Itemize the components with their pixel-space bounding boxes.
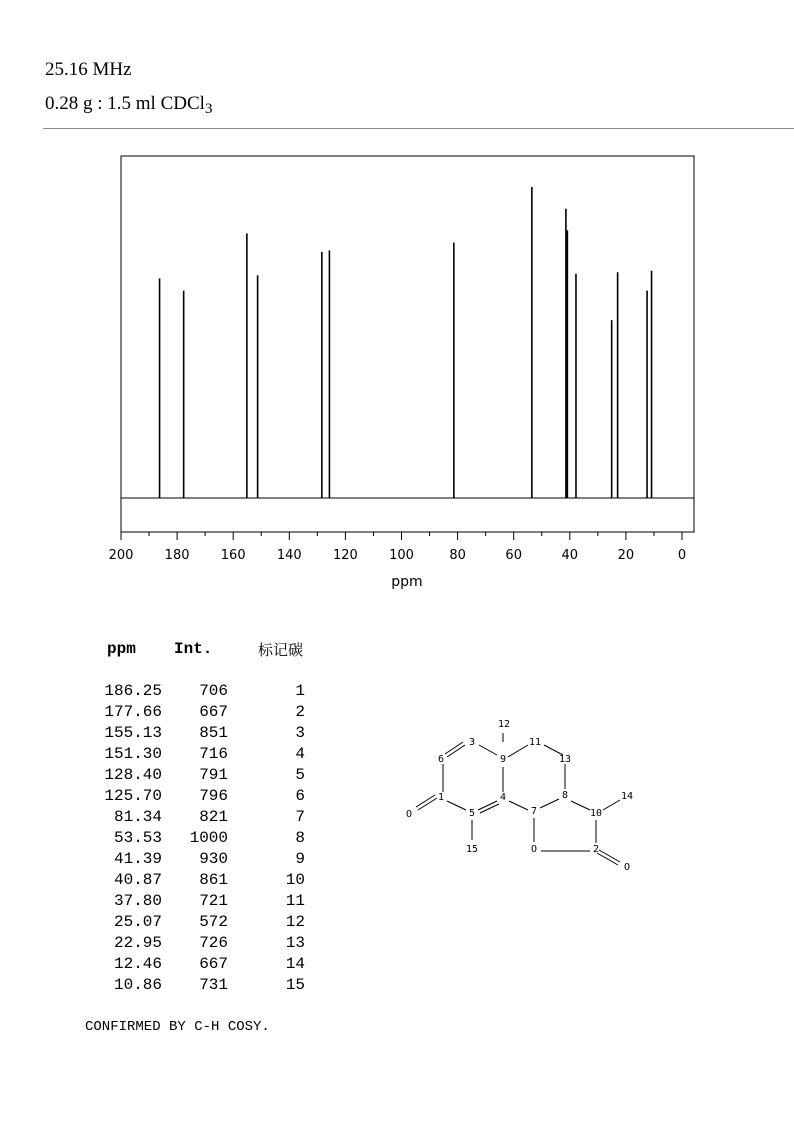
x-tick-label: 40: [561, 548, 579, 563]
cell-carbon: 8: [295, 829, 305, 847]
cell-int: 706: [199, 682, 228, 700]
cell-carbon: 1: [295, 682, 305, 700]
cell-ppm: 37.80: [114, 892, 163, 910]
cell-ppm: 155.13: [104, 724, 162, 742]
col-header-int: Int.: [174, 640, 213, 658]
x-tick-label: 20: [617, 548, 635, 563]
atom-6: 6: [437, 754, 445, 765]
cell-int: 667: [199, 955, 228, 973]
cell-ppm: 125.70: [104, 787, 162, 805]
atom-7: 7: [530, 806, 538, 817]
cell-carbon: 14: [285, 955, 305, 973]
sample-subscript: 3: [204, 101, 213, 117]
cell-int: 861: [199, 871, 228, 889]
cell-int: 796: [199, 787, 228, 805]
x-tick-label: 120: [332, 548, 358, 563]
frequency-label: 25.16 MHz: [45, 59, 132, 80]
cell-int: 716: [199, 745, 228, 763]
cell-ppm: 186.25: [104, 682, 162, 700]
cell-carbon: 11: [285, 892, 305, 910]
atom-3: 3: [468, 737, 476, 748]
cell-carbon: 6: [295, 787, 305, 805]
x-axis-label: ppm: [391, 574, 423, 590]
cell-ppm: 128.40: [104, 766, 162, 784]
cell-ppm: 81.34: [114, 808, 163, 826]
atom-4: 4: [499, 792, 507, 803]
x-tick-label: 0: [677, 548, 687, 563]
cell-ppm: 151.30: [104, 745, 162, 763]
cell-int: 821: [199, 808, 228, 826]
cell-ppm: 22.95: [114, 934, 163, 952]
atom-5: 5: [468, 808, 476, 819]
sample-text: 0.28 g : 1.5 ml CDCl: [45, 93, 205, 114]
cell-carbon: 13: [285, 934, 305, 952]
cell-int: 851: [199, 724, 228, 742]
x-tick-label: 180: [164, 548, 190, 563]
cell-int: 791: [199, 766, 228, 784]
cell-ppm: 10.86: [114, 976, 163, 994]
x-tick-label: 200: [108, 548, 134, 563]
cell-carbon: 15: [285, 976, 305, 994]
cell-ppm: 12.46: [114, 955, 163, 973]
cell-int: 572: [199, 913, 228, 931]
col-header-carbon: 标记碳: [258, 641, 304, 659]
cell-int: 731: [199, 976, 228, 994]
cell-ppm: 53.53: [114, 829, 163, 847]
cell-carbon: 7: [295, 808, 305, 826]
atom-O-ring: O: [530, 844, 538, 855]
atom-O-carbonyl-2: O: [623, 862, 631, 873]
col-header-ppm: ppm: [107, 640, 136, 658]
atom-15: 15: [465, 844, 479, 855]
cell-carbon: 9: [295, 850, 305, 868]
cell-carbon: 10: [285, 871, 305, 889]
atom-O-carbonyl-1: O: [405, 809, 413, 820]
cell-int: 1000: [189, 829, 228, 847]
cell-int: 667: [199, 703, 228, 721]
cell-int: 930: [199, 850, 228, 868]
cell-int: 721: [199, 892, 228, 910]
x-tick-label: 60: [505, 548, 522, 563]
x-tick-label: 80: [449, 548, 466, 563]
atom-10: 10: [589, 808, 603, 819]
atom-9: 9: [499, 754, 507, 765]
cell-ppm: 41.39: [114, 850, 163, 868]
atom-1: 1: [437, 792, 445, 803]
cell-ppm: 40.87: [114, 871, 163, 889]
atom-14: 14: [620, 791, 634, 802]
x-tick-label: 160: [220, 548, 246, 563]
cell-int: 726: [199, 934, 228, 952]
cell-carbon: 12: [285, 913, 305, 931]
cell-carbon: 2: [295, 703, 305, 721]
cell-carbon: 5: [295, 766, 305, 784]
atom-12: 12: [497, 719, 511, 730]
atom-8: 8: [561, 790, 569, 801]
cell-carbon: 3: [295, 724, 305, 742]
cell-ppm: 25.07: [114, 913, 163, 931]
cell-ppm: 177.66: [104, 703, 162, 721]
atom-13: 13: [558, 754, 572, 765]
x-tick-label: 140: [276, 548, 302, 563]
atom-2: 2: [592, 844, 600, 855]
atom-11: 11: [528, 737, 542, 748]
cell-carbon: 4: [295, 745, 305, 763]
x-tick-label: 100: [389, 548, 414, 563]
confirmation-note: CONFIRMED BY C-H COSY.: [85, 1019, 270, 1035]
